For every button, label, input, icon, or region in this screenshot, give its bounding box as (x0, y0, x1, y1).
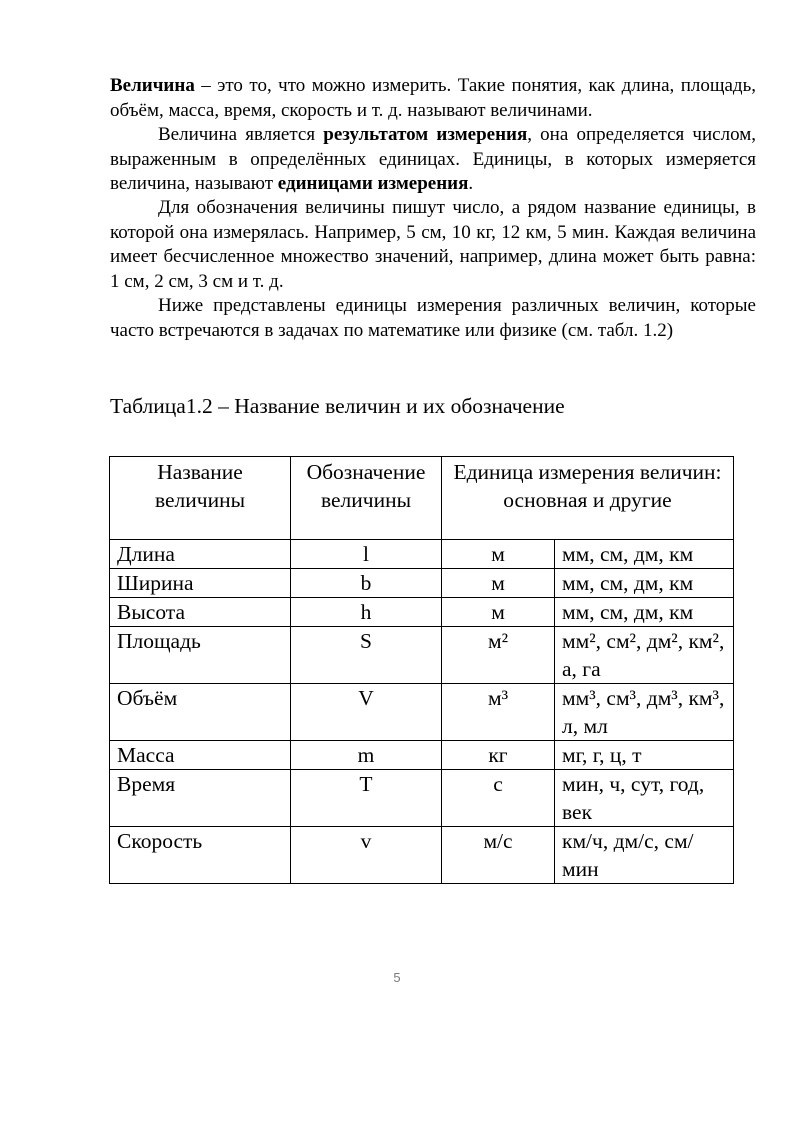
cell-base-unit: кг (442, 741, 555, 770)
cell-other-units: мм³, см³, дм³, км³, л, мл (555, 684, 734, 741)
cell-base-unit: м (442, 569, 555, 598)
table-row (110, 827, 734, 884)
cell-base-unit: м³ (442, 684, 555, 741)
cell-other-units: мм², см², дм², км², а, га (555, 627, 734, 684)
table-row (110, 741, 734, 770)
cell-name: Высота (110, 598, 291, 627)
cell-base-unit: м² (442, 627, 555, 684)
cell-symbol: V (291, 684, 442, 741)
units-table (109, 456, 734, 884)
paragraph-measurement-c: . (468, 173, 474, 194)
table-row (110, 540, 734, 569)
cell-base-unit: с (442, 770, 555, 827)
cell-base-unit: м (442, 540, 555, 569)
cell-name: Площадь (110, 627, 291, 684)
cell-base-unit: м/с (442, 827, 555, 884)
term-quantity: Величина (110, 75, 195, 96)
header-units: Единица измерения величин: основная и другие (442, 457, 734, 540)
paragraph-table-intro: Ниже представлены единицы измерения различных величин, которые часто встречаются в задачах по математике или физике (см. табл. 1.2) (110, 295, 756, 341)
header-name: Название величины (110, 457, 291, 540)
term-measurement-result: результатом измерения (323, 124, 528, 145)
paragraph-measurement-b: , она определяется числом, выраженным в определённых единицах. Единицы, в которых измеряется величина, называют (110, 124, 756, 194)
paragraph-measurement (110, 123, 756, 197)
cell-other-units: мм, см, дм, км (555, 598, 734, 627)
cell-name: Время (110, 770, 291, 827)
table-row (110, 684, 734, 741)
cell-base-unit: м (442, 598, 555, 627)
paragraph-measurement-a: Величина является (158, 124, 324, 145)
cell-symbol: l (291, 540, 442, 569)
table-row (110, 770, 734, 827)
header-symbol: Обозначение величины (291, 457, 442, 540)
page-number: 5 (393, 970, 401, 985)
cell-symbol: m (291, 741, 442, 770)
table-caption: Таблица1.2 – Название величин и их обозначение (110, 394, 565, 418)
cell-symbol: b (291, 569, 442, 598)
cell-other-units: мин, ч, сут, год, век (555, 770, 734, 827)
cell-symbol: v (291, 827, 442, 884)
paragraph-notation: Для обозначения величины пишут число, а рядом название единицы, в которой она измерялась. Например, 5 см, 10 кг, 12 км, 5 мин. Каждая величина имеет бесчисленное множество значений, например, длина может быть равна: 1 см, 2 см, 3 см и т. д. (110, 197, 756, 292)
table-row (110, 569, 734, 598)
cell-symbol: T (291, 770, 442, 827)
paragraph-definition-text: – это то, что можно измерить. Такие понятия, как длина, площадь, объём, масса, время, скорость и т. д. называют величинами. (110, 75, 756, 121)
cell-symbol: S (291, 627, 442, 684)
cell-name: Длина (110, 540, 291, 569)
table-row (110, 598, 734, 627)
cell-name: Масса (110, 741, 291, 770)
table-header-row (110, 457, 734, 540)
paragraph-definition (110, 74, 756, 123)
cell-name: Скорость (110, 827, 291, 884)
cell-name: Объём (110, 684, 291, 741)
cell-name: Ширина (110, 569, 291, 598)
table-row (110, 627, 734, 684)
cell-other-units: мм, см, дм, км (555, 540, 734, 569)
cell-other-units: мг, г, ц, т (555, 741, 734, 770)
cell-other-units: км/ч, дм/с, см/мин (555, 827, 734, 884)
cell-symbol: h (291, 598, 442, 627)
term-units: единицами измерения (277, 173, 469, 194)
cell-other-units: мм, см, дм, км (555, 569, 734, 598)
